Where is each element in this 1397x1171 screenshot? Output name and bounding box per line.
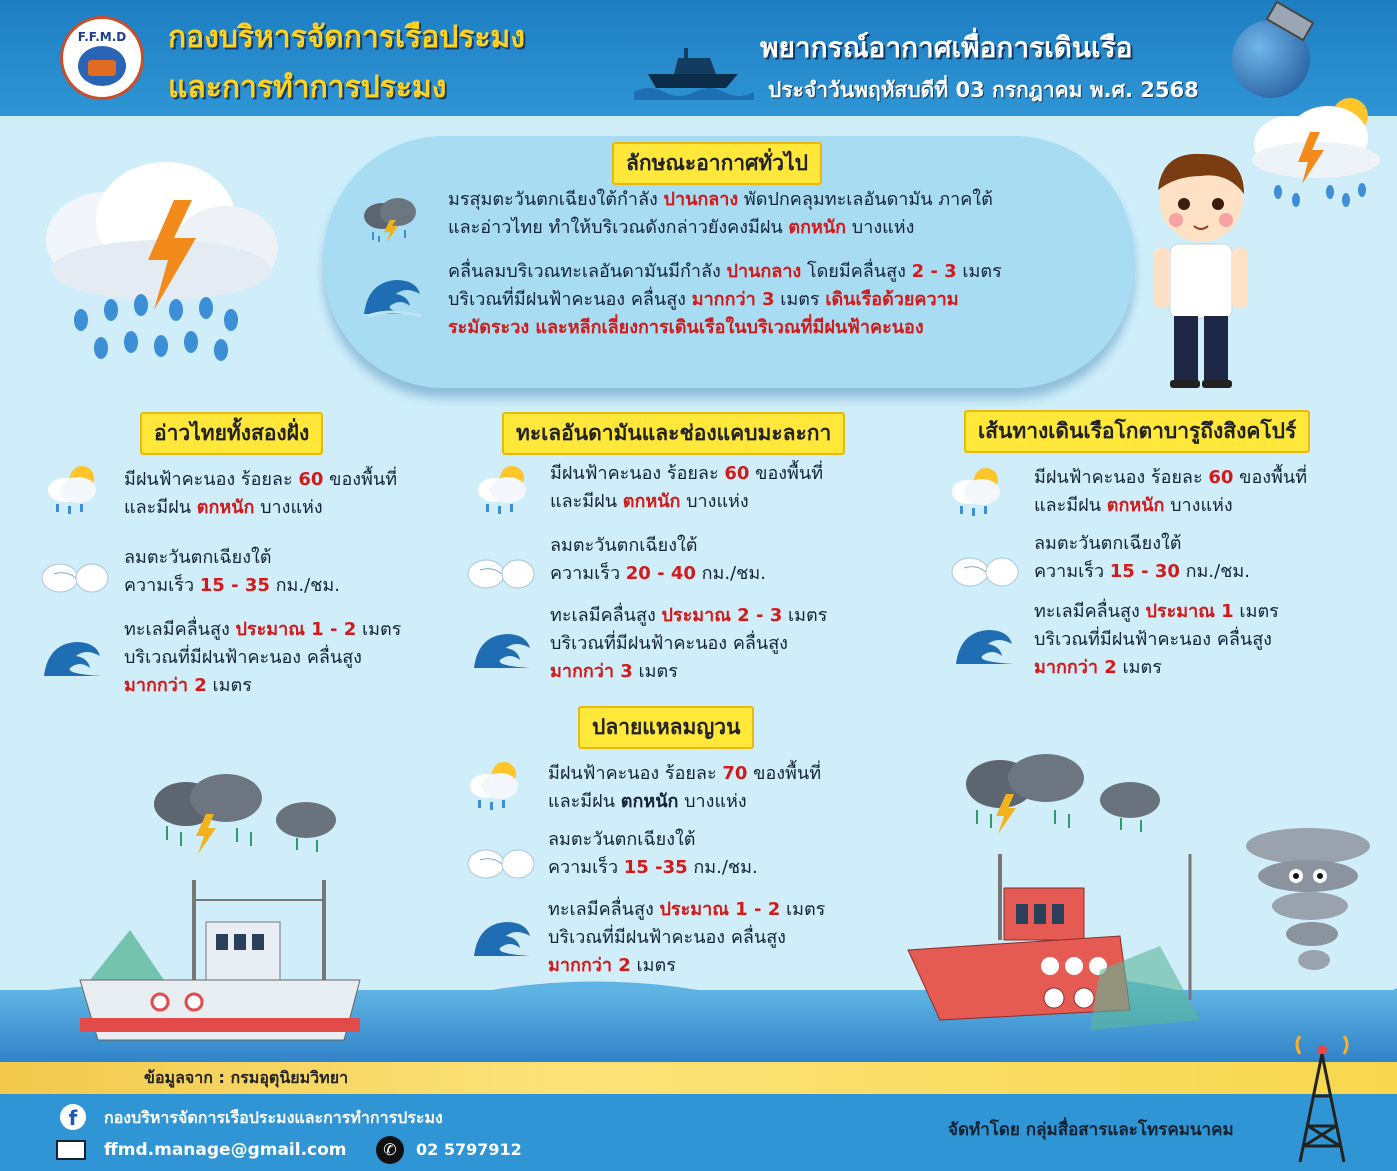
wave-icon	[360, 272, 426, 320]
kotabharu-wave-storm-height: มากกว่า 2	[1034, 657, 1117, 678]
gulf-rain-text2: ของพื้นที่	[323, 469, 398, 490]
andaman-rain2-text2: บางแห่ง	[680, 491, 749, 512]
forecast-date: ประจำวันพฤหัสบดีที่ 03 กรกฎาคม พ.ศ. 2568	[768, 78, 1199, 102]
andaman-wave-text: ทะเลมีคลื่นสูง	[550, 605, 662, 626]
logo-text: F.F.M.D	[77, 30, 127, 44]
wind-cloud-icon	[466, 842, 538, 886]
andaman-wave-line2: บริเวณที่มีฝนฟ้าคะนอง คลื่นสูง	[550, 633, 788, 654]
general-p2-text: คลื่นลมบริเวณทะเลอันดามันมีกำลัง	[448, 261, 727, 282]
general-p2-l2-red2: เดินเรือด้วยความ	[825, 289, 959, 310]
sun-rain-icon	[946, 462, 1008, 518]
camau-wave-storm-height: มากกว่า 2	[548, 955, 631, 976]
kotabharu-wave-line3	[1034, 654, 1162, 682]
general-para1-line1	[448, 186, 993, 214]
gulf-wave-storm-unit: เมตร	[206, 675, 252, 696]
storm-cloud-icon	[36, 160, 286, 370]
gulf-wind-speed: 15 - 35	[199, 575, 270, 596]
kotabharu-wave-height: ประมาณ 1	[1145, 601, 1234, 622]
general-p2-red2: 2 - 3	[911, 261, 957, 282]
wind-cloud-icon	[950, 550, 1022, 594]
andaman-wind-line1: ลมตะวันตกเฉียงใต้	[550, 535, 698, 556]
andaman-wind-text: ความเร็ว	[550, 563, 626, 584]
camau-wind-line1: ลมตะวันตกเฉียงใต้	[548, 829, 696, 850]
boy-mascot-icon	[1148, 150, 1254, 390]
boat-header-icon	[634, 36, 754, 100]
andaman-rain-line1	[550, 460, 823, 488]
general-p1-text: มรสุมตะวันตกเฉียงใต้กำลัง	[448, 189, 664, 210]
kotabharu-rain2-red: ตกหนัก	[1106, 495, 1165, 516]
andaman-rain-text2: ของพื้นที่	[749, 463, 824, 484]
general-p1-red: ปานกลาง	[663, 189, 739, 210]
camau-wave-text: ทะเลมีคลื่นสูง	[548, 899, 660, 920]
andaman-wave-line3	[550, 658, 678, 686]
andaman-rain-text: มีฝนฟ้าคะนอง ร้อยละ	[550, 463, 725, 484]
general-weather-title: ลักษณะอากาศทั่วไป	[612, 142, 822, 185]
general-p2-l2-text2: เมตร	[774, 289, 826, 310]
general-p2-text2: โดยมีคลื่นสูง	[801, 261, 912, 282]
kotabharu-wave-line1	[1034, 598, 1279, 626]
sun-rain-icon	[472, 460, 534, 516]
gulf-rain-pct: 60	[298, 469, 324, 490]
camau-rain-text2: ของพื้นที่	[747, 763, 822, 784]
kotabharu-wave-storm-unit: เมตร	[1116, 657, 1162, 678]
gulf-wind-unit: กม./ชม.	[269, 575, 340, 596]
camau-wave-storm-unit: เมตร	[630, 955, 676, 976]
kotabharu-wind-text: ความเร็ว	[1034, 561, 1110, 582]
kotabharu-wind-speed: 15 - 30	[1109, 561, 1180, 582]
sun-rain-icon	[464, 756, 526, 812]
gulf-wave-storm-height: มากกว่า 2	[124, 675, 207, 696]
general-p1-l2-text2: บางแห่ง	[846, 217, 915, 238]
kotabharu-rain-pct: 60	[1208, 467, 1234, 488]
wave-icon	[470, 626, 536, 674]
camau-wind-line2	[548, 854, 758, 882]
region-camau-title: ปลายแหลมญวน	[578, 706, 754, 749]
wave-icon	[470, 914, 536, 962]
kotabharu-wave-unit: เมตร	[1233, 601, 1279, 622]
kotabharu-rain-text2: ของพื้นที่	[1233, 467, 1308, 488]
region-gulf-title: อ่าวไทยทั้งสองฝั่ง	[140, 412, 323, 455]
dark-storm-clouds-icon	[960, 754, 1180, 844]
general-para2-line3: ระมัดระวง และหลีกเลี่ยงการเดินเรือในบริเวณที่มีฝนฟ้าคะนอง	[448, 317, 924, 338]
camau-wave-line2: บริเวณที่มีฝนฟ้าคะนอง คลื่นสูง	[548, 927, 786, 948]
andaman-wave-storm-unit: เมตร	[632, 661, 678, 682]
credit-text: จัดทำโดย กลุ่มสื่อสารและโทรคมนาคม	[948, 1120, 1234, 1140]
kotabharu-rain2-text2: บางแห่ง	[1164, 495, 1233, 516]
forecast-title: พยากรณ์อากาศเพื่อการเดินเรือ	[760, 31, 1133, 64]
data-source: ข้อมูลจาก : กรมอุตุนิยมวิทยา	[144, 1068, 349, 1087]
sun-storm-cloud-icon	[1246, 92, 1386, 222]
general-para1-line2	[448, 214, 914, 242]
camau-rain2-text: และมีฝน	[548, 791, 621, 812]
kotabharu-wind-unit: กม./ชม.	[1179, 561, 1250, 582]
camau-wave-height: ประมาณ 1 - 2	[659, 899, 781, 920]
fishing-boat-left-icon	[74, 870, 364, 1050]
andaman-rain-pct: 60	[724, 463, 750, 484]
radio-tower-icon	[1290, 1036, 1354, 1164]
gulf-wave-line2: บริเวณที่มีฝนฟ้าคะนอง คลื่นสูง	[124, 647, 362, 668]
gulf-rain2-text: และมีฝน	[124, 497, 197, 518]
andaman-wave-storm-height: มากกว่า 3	[550, 661, 633, 682]
dark-storm-clouds-icon	[146, 774, 346, 864]
phone-icon: ✆	[376, 1136, 404, 1164]
gulf-wind-text: ความเร็ว	[124, 575, 200, 596]
andaman-wind-speed: 20 - 40	[625, 563, 696, 584]
kotabharu-wave-line2: บริเวณที่มีฝนฟ้าคะนอง คลื่นสูง	[1034, 629, 1272, 650]
wave-icon	[40, 634, 106, 682]
region-andaman-title: ทะเลอันดามันและช่องแคบมะละกา	[502, 412, 845, 455]
phone-number: 02 5797912	[416, 1140, 522, 1159]
gulf-rain2-red: ตกหนัก	[196, 497, 255, 518]
andaman-wave-height: ประมาณ 2 - 3	[661, 605, 783, 626]
camau-rain2-text2: บางแห่ง	[678, 791, 747, 812]
sun-rain-icon	[42, 460, 104, 516]
general-para2-line1	[448, 258, 1002, 286]
general-para2-line2	[448, 286, 959, 314]
gulf-rain-line2	[124, 494, 323, 522]
gulf-rain-line1	[124, 466, 397, 494]
kotabharu-rain2-text: และมีฝน	[1034, 495, 1107, 516]
gulf-wave-unit: เมตร	[356, 619, 402, 640]
camau-rain-text: มีฝนฟ้าคะนอง ร้อยละ	[548, 763, 723, 784]
wind-cloud-icon	[466, 552, 538, 596]
gulf-wave-line3	[124, 672, 252, 700]
email-icon	[56, 1140, 86, 1160]
general-p2-text3: เมตร	[956, 261, 1002, 282]
facebook-page-name[interactable]: กองบริหารจัดการเรือประมงและการทำการประมง	[104, 1108, 443, 1127]
camau-rain-line2	[548, 788, 747, 816]
camau-wind-text: ความเร็ว	[548, 857, 624, 878]
gulf-wind-line2	[124, 572, 340, 600]
gulf-wave-line1	[124, 616, 401, 644]
kotabharu-wave-text: ทะเลมีคลื่นสูง	[1034, 601, 1146, 622]
gulf-wave-height: ประมาณ 1 - 2	[235, 619, 357, 640]
camau-rain-line1	[548, 760, 821, 788]
gulf-wave-text: ทะเลมีคลื่นสูง	[124, 619, 236, 640]
camau-wind-unit: กม./ชม.	[687, 857, 758, 878]
kotabharu-wind-line2	[1034, 558, 1250, 586]
tornado-icon	[1238, 826, 1378, 996]
wave-icon	[952, 622, 1018, 670]
gulf-rain-text: มีฝนฟ้าคะนอง ร้อยละ	[124, 469, 299, 490]
gulf-rain2-text2: บางแห่ง	[254, 497, 323, 518]
camau-wave-unit: เมตร	[780, 899, 826, 920]
andaman-rain2-red: ตกหนัก	[622, 491, 681, 512]
logo-globe-icon	[78, 46, 126, 86]
andaman-wind-unit: กม./ชม.	[695, 563, 766, 584]
andaman-rain2-text: และมีฝน	[550, 491, 623, 512]
camau-wind-speed: 15 -35	[623, 857, 688, 878]
camau-wave-line1	[548, 896, 825, 924]
email-address[interactable]: ffmd.manage@gmail.com	[104, 1140, 347, 1160]
facebook-icon[interactable]: f	[60, 1104, 86, 1130]
ffmd-logo	[60, 16, 144, 100]
camau-rain2-heavy: ตกหนัก	[620, 791, 679, 812]
andaman-wind-line2	[550, 560, 766, 588]
kotabharu-rain-line1	[1034, 464, 1307, 492]
thunderstorm-icon	[360, 196, 420, 246]
andaman-wave-line1	[550, 602, 827, 630]
general-p2-l2-red1: มากกว่า 3	[691, 289, 775, 310]
kotabharu-rain-text: มีฝนฟ้าคะนอง ร้อยละ	[1034, 467, 1209, 488]
region-kotabharu-title: เส้นทางเดินเรือโกตาบารูถึงสิงคโปร์	[964, 410, 1310, 453]
org-name-line1: กองบริหารจัดการเรือประมง	[168, 20, 525, 55]
andaman-rain-line2	[550, 488, 749, 516]
andaman-wave-unit: เมตร	[782, 605, 828, 626]
kotabharu-rain-line2	[1034, 492, 1233, 520]
general-p1-l2-text: และอ่าวไทย ทำให้บริเวณดังกล่าวยังคงมีฝน	[448, 217, 789, 238]
gulf-wind-line1: ลมตะวันตกเฉียงใต้	[124, 547, 272, 568]
fishing-boat-right-icon	[900, 850, 1220, 1040]
wind-cloud-icon	[40, 556, 112, 600]
general-p2-red1: ปานกลาง	[726, 261, 802, 282]
kotabharu-wind-line1: ลมตะวันตกเฉียงใต้	[1034, 533, 1182, 554]
org-name-line2: และการทำการประมง	[168, 70, 447, 105]
general-p2-l2-text: บริเวณที่มีฝนฟ้าคะนอง คลื่นสูง	[448, 289, 692, 310]
general-p1-text2: พัดปกคลุมทะเลอันดามัน ภาคใต้	[738, 189, 993, 210]
camau-rain-pct: 70	[722, 763, 748, 784]
general-p1-l2-red: ตกหนัก	[788, 217, 847, 238]
